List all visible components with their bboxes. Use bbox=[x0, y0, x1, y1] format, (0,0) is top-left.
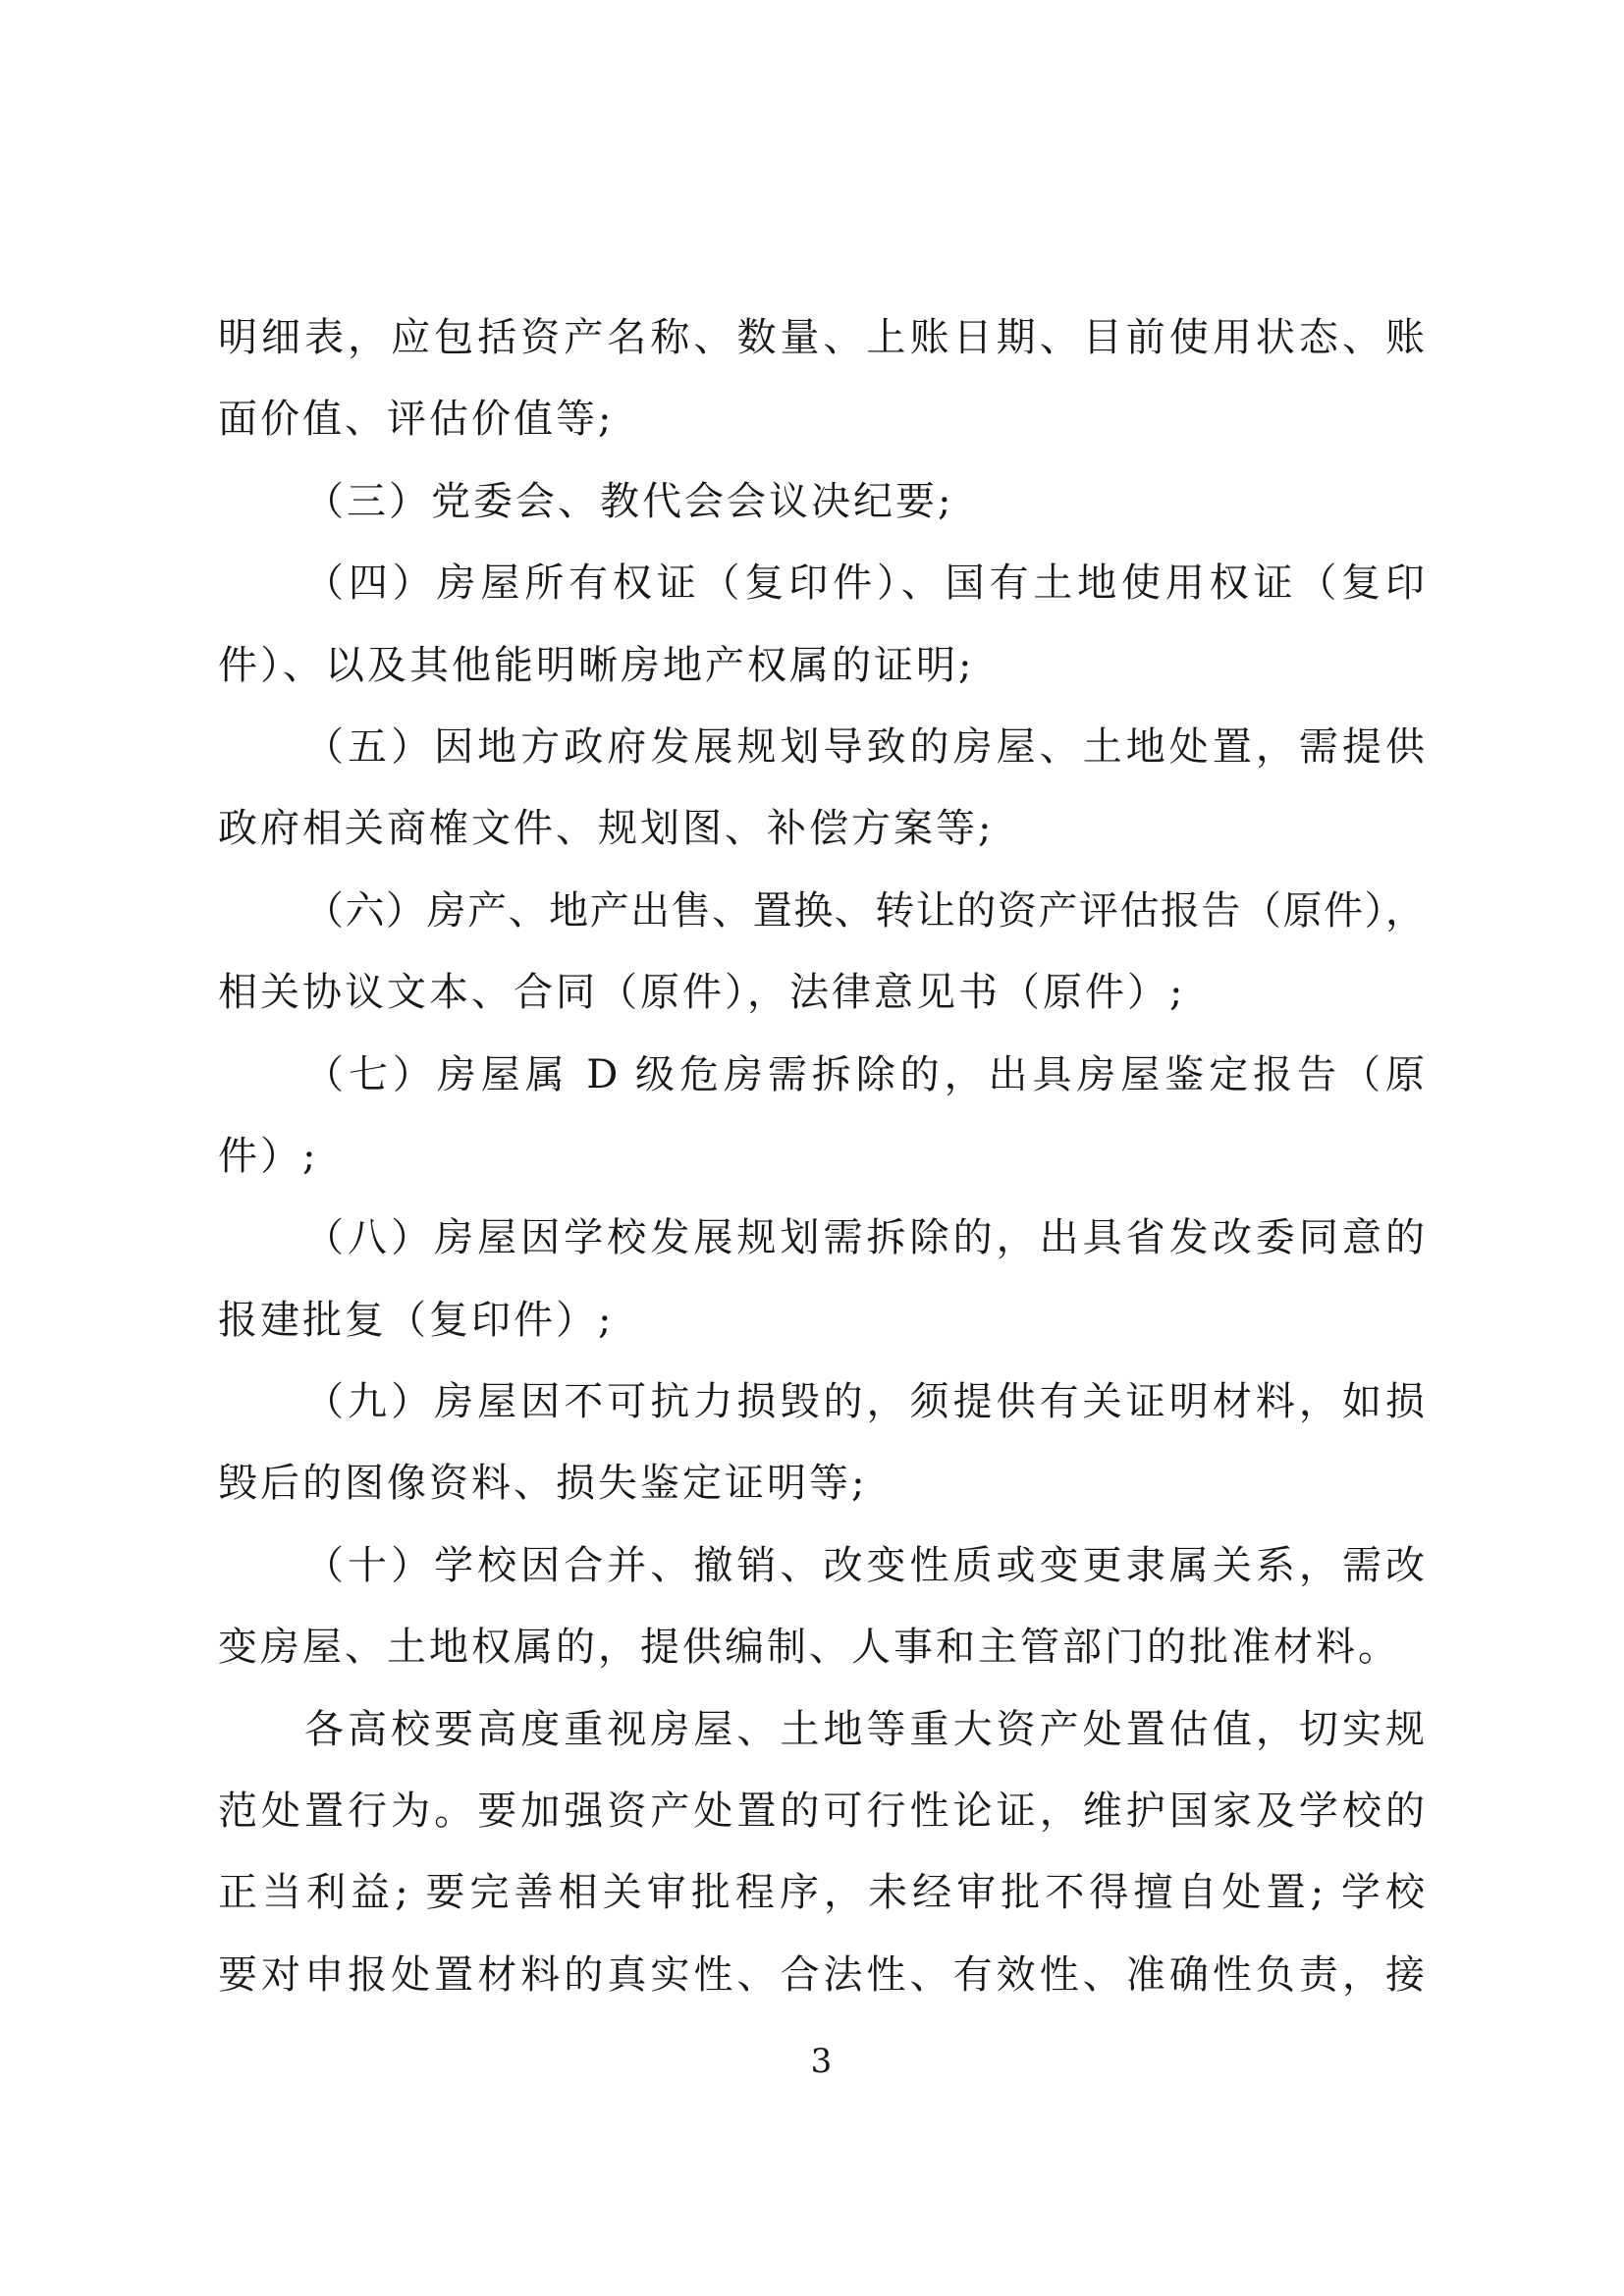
text-line: （八）房屋因学校发展规划需拆除的，出具省发改委同意的 bbox=[304, 1215, 1425, 1261]
text-line: 正当利益; 要完善相关审批程序，未经审批不得擅自处置; 学校 bbox=[218, 1870, 1425, 1916]
text-line: （六）房产、地产出售、置换、转让的资产评估报告（原件）， bbox=[304, 887, 1425, 934]
text-line: 各高校要高度重视房屋、土地等重大资产处置估值，切实规 bbox=[304, 1706, 1425, 1752]
text-line: （四）房屋所有权证（复印件）、国有土地使用权证（复印 bbox=[304, 561, 1425, 607]
text-line: 件）、以及其他能明晰房地产权属的证明; bbox=[218, 642, 975, 688]
text-line: 范处置行为。要加强资产处置的可行性论证，维护国家及学校的 bbox=[218, 1789, 1425, 1835]
text-line: 政府相关商榷文件、规划图、补偿方案等; bbox=[218, 806, 995, 852]
text-line: （九）房屋因不可抗力损毁的，须提供有关证明材料，如损 bbox=[304, 1379, 1425, 1425]
text-line: 相关协议文本、合同（原件），法律意见书（原件）; bbox=[218, 970, 1186, 1016]
text-line: 面价值、评估价值等; bbox=[218, 397, 615, 443]
text-line: 毁后的图像资料、损失鉴定证明等; bbox=[218, 1461, 868, 1507]
text-line: 明细表，应包括资产名称、数量、上账日期、目前使用状态、账 bbox=[218, 315, 1425, 360]
text-line: （三）党委会、教代会会议决纪要; bbox=[304, 478, 954, 524]
text-line: 件）; bbox=[218, 1133, 319, 1179]
text-line: 变房屋、土地权属的，提供编制、人事和主管部门的批准材料。 bbox=[218, 1625, 1400, 1671]
text-line: （五）因地方政府发展规划导致的房屋、土地处置，需提供 bbox=[304, 723, 1425, 770]
page-number: 3 bbox=[810, 2042, 833, 2081]
text-line: （七）房屋属 D 级危房需拆除的，出具房屋鉴定报告（原 bbox=[304, 1051, 1425, 1097]
text-line: （十）学校因合并、撤销、改变性质或变更隶属关系，需改 bbox=[304, 1542, 1425, 1588]
text-line: 要对申报处置材料的真实性、合法性、有效性、准确性负责，接 bbox=[218, 1951, 1425, 1998]
text-line: 报建批复（复印件）; bbox=[218, 1297, 615, 1343]
document-body bbox=[218, 297, 1425, 2016]
